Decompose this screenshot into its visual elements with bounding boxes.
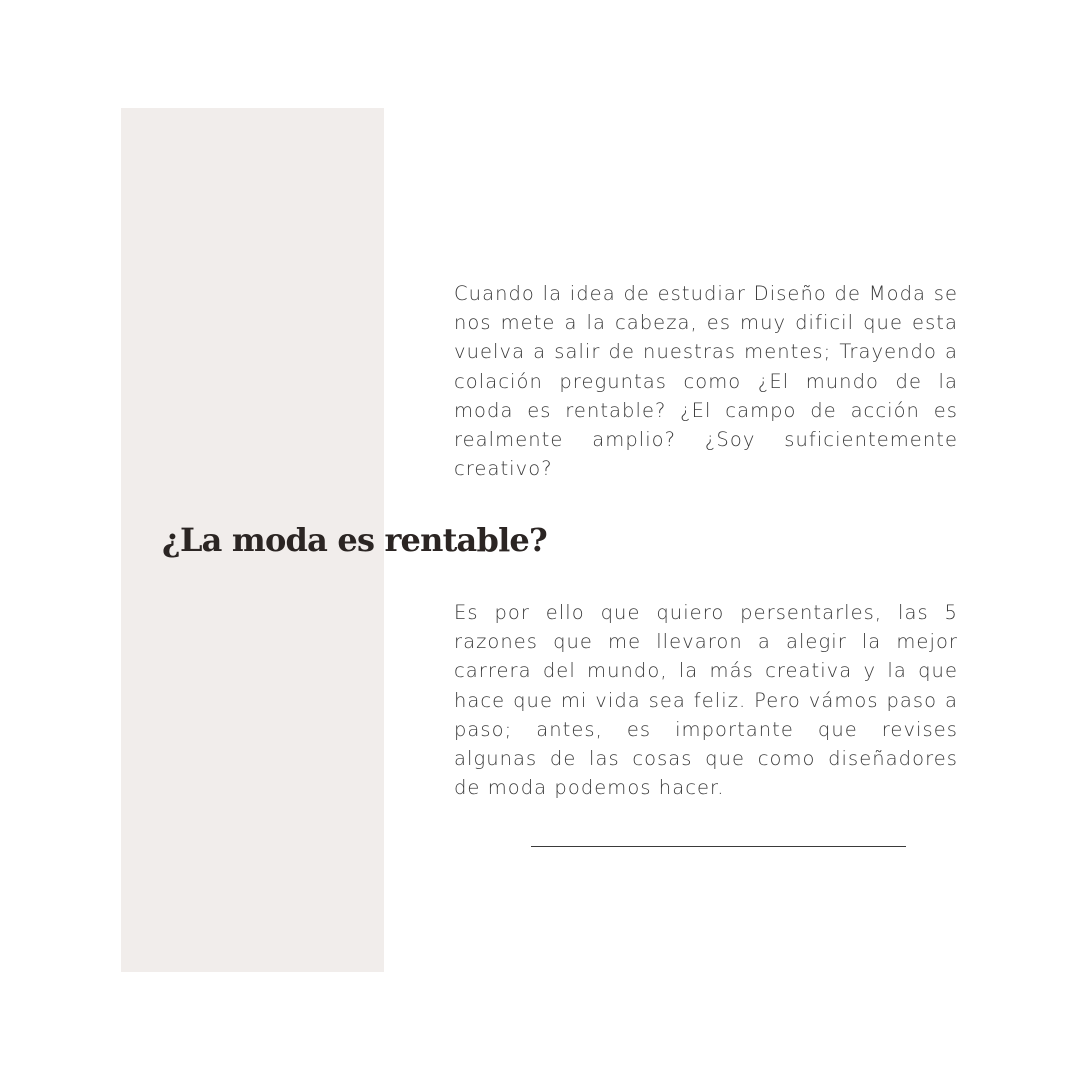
divider-line: [531, 846, 906, 847]
section-heading: ¿La moda es rentable?: [162, 521, 547, 559]
intro-paragraph: Cuando la idea de estudiar Diseño de Moda se nos mete a la cabeza, es muy dificil que esta vuelva a salir de nuestras mentes; Trayendo a colación preguntas como ¿El mundo de la moda es rentable? ¿El campo de acción es realmente amplio? ¿Soy suficientemente creativo?: [454, 282, 958, 481]
second-paragraph: Es por ello que quiero persentarles, las 5 razones que me llevaron a alegir la mejor carrera del mundo, la más creativa y la que hace que mi vida sea feliz. Pero vámos paso a paso; antes, es importante que revises algunas de las cosas que como diseñadores de moda podemos hacer.: [454, 601, 958, 800]
